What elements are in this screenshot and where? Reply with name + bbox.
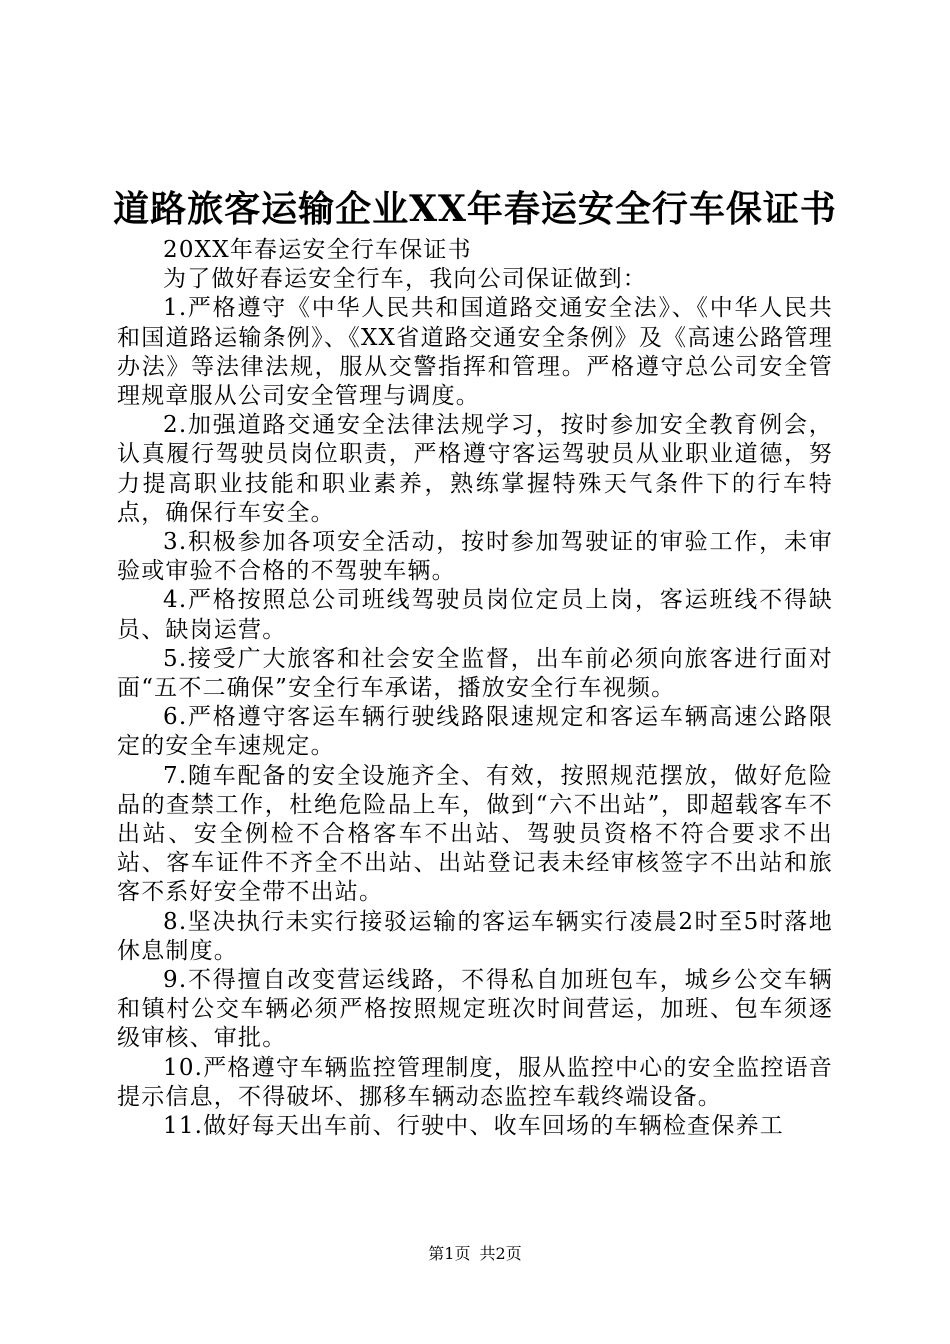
paragraph-item-8: 8.坚决执行未实行接驳运输的客运车辆实行凌晨2时至5时落地休息制度。: [117, 908, 833, 964]
paragraph-item-4: 4.严格按照总公司班线驾驶员岗位定员上岗，客运班线不得缺员、缺岗运营。: [117, 587, 833, 643]
document-body: [117, 236, 833, 1141]
paragraph-item-5: 5.接受广大旅客和社会安全监督，出车前必须向旅客进行面对面“五不二确保”安全行车承诺，播放安全行车视频。: [117, 645, 833, 702]
document-title: 道路旅客运输企业XX年春运安全行车保证书: [113, 188, 837, 230]
page-footer: [0, 1244, 950, 1264]
paragraph-item-9: 9.不得擅自改变营运线路，不得私自加班包车，城乡公交车辆和镇村公交车辆必须严格按照规定班次时间营运，加班、包车须逐级审核、审批。: [117, 967, 833, 1052]
paragraph-intro: 为了做好春运安全行车，我向公司保证做到：: [163, 266, 647, 293]
paragraph-subtitle: 20XX年春运安全行车保证书: [163, 237, 472, 263]
paragraph-item-1: 1.严格遵守《中华人民共和国道路交通安全法》、《中华人民共和国道路运输条例》、《XX省道路交通安全条例》及《高速公路管理办法》等法律法规，服从交警指挥和管理。严格遵守总公司安全管理规章服从公司安全管理与调度。: [117, 295, 833, 410]
page-number-current: 第1页: [428, 1244, 471, 1263]
paragraph-item-11: 11.做好每天出车前、行驶中、收车回场的车辆检查保养工: [163, 1113, 784, 1140]
paragraph-item-6: 6.严格遵守客运车辆行驶线路限速规定和客运车辆高速公路限定的安全车速规定。: [117, 704, 833, 760]
paragraph-item-2: 2.加强道路交通安全法律法规学习，按时参加安全教育例会，认真履行驾驶员岗位职责，严格遵守客运驾驶员从业职业道德，努力提高职业技能和职业素养，熟练掌握特殊天气条件下的行车特点，确保行车安全。: [117, 412, 833, 526]
paragraph-item-3: 3.积极参加各项安全活动，按时参加驾驶证的审验工作，未审验或审验不合格的不驾驶车辆。: [117, 529, 833, 585]
paragraph-item-10: 10.严格遵守车辆监控管理制度，服从监控中心的安全监控语音提示信息，不得破坏、挪移车辆动态监控车载终端设备。: [117, 1054, 833, 1110]
page-number-total: 共2页: [479, 1244, 522, 1263]
paragraph-item-7: 7.随车配备的安全设施齐全、有效，按照规范摆放，做好危险品的查禁工作，杜绝危险品上车，做到“六不出站”，即超载客车不出站、安全例检不合格客车不出站、驾驶员资格不符合要求不出站、客车证件不齐全不出站、出站登记表未经审核签字不出站和旅客不系好安全带不出站。: [117, 762, 833, 906]
